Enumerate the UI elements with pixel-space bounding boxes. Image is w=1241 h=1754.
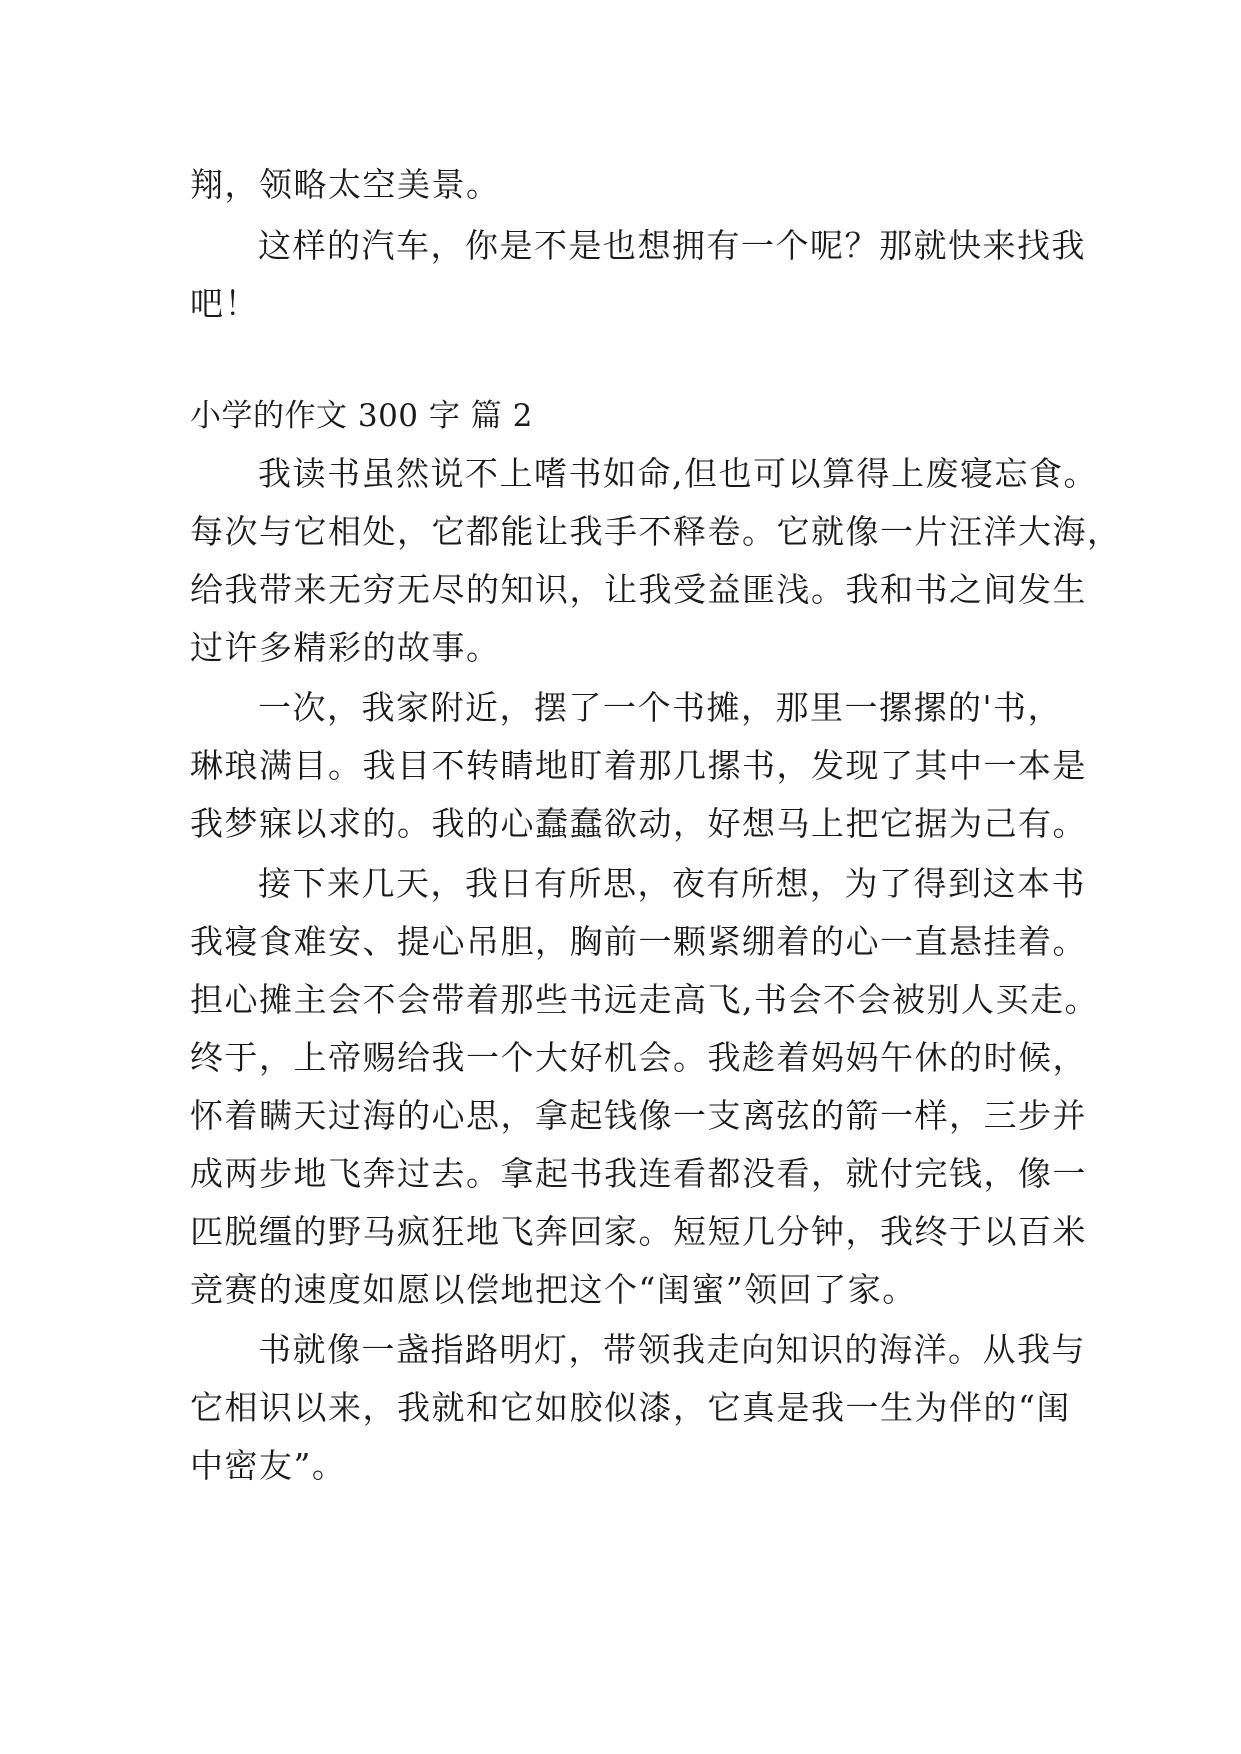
paragraph-line: 翔，领略太空美景。 — [190, 165, 501, 204]
paragraph-line: 每次与它相处，它都能让我手不释卷。它就像一片汪洋大海， — [190, 512, 1122, 551]
paragraph-line: 一次，我家附近，摆了一个书摊，那里一摞摞的'书， — [258, 688, 1063, 727]
paragraph-line: 成两步地飞奔过去。拿起书我连看都没看，就付完钱，像一 — [190, 1154, 1087, 1193]
paragraph-line: 吧！ — [190, 284, 259, 323]
section-heading: 小学的作文 300 字 篇 2 — [190, 398, 533, 434]
paragraph-line: 我读书虽然说不上嗜书如命,但也可以算得上废寝忘食。 — [258, 454, 1098, 493]
paragraph-line: 中密友”。 — [190, 1446, 347, 1485]
paragraph-line: 它相识以来，我就和它如胶似漆，它真是我一生为伴的“闺 — [190, 1388, 1071, 1427]
paragraph-line: 怀着瞒天过海的心思，拿起钱像一支离弦的箭一样，三步并 — [190, 1096, 1087, 1135]
paragraph-line: 我寝食难安、提心吊胆，胸前一颗紧绷着的心一直悬挂着。 — [190, 922, 1087, 961]
paragraph-line: 过许多精彩的故事。 — [190, 628, 501, 667]
paragraph-line: 接下来几天，我日有所思，夜有所想，为了得到这本书 — [258, 864, 1086, 903]
paragraph-line: 琳琅满目。我目不转睛地盯着那几摞书，发现了其中一本是 — [190, 746, 1087, 785]
paragraph-line: 竞赛的速度如愿以偿地把这个“闺蜜”领回了家。 — [190, 1270, 917, 1309]
paragraph-line: 这样的汽车，你是不是也想拥有一个呢？那就快来找我 — [258, 226, 1086, 265]
paragraph-line: 给我带来无穷无尽的知识，让我受益匪浅。我和书之间发生 — [190, 570, 1087, 609]
paragraph-line: 书就像一盏指路明灯，带领我走向知识的海洋。从我与 — [258, 1330, 1086, 1369]
paragraph-line: 匹脱缰的野马疯狂地飞奔回家。短短几分钟，我终于以百米 — [190, 1212, 1087, 1251]
paragraph-line: 我梦寐以求的。我的心蠢蠢欲动，好想马上把它据为己有。 — [190, 804, 1087, 843]
paragraph-line: 担心摊主会不会带着那些书远走高飞,书会不会被别人买走。 — [190, 980, 1099, 1019]
paragraph-line: 终于，上帝赐给我一个大好机会。我趁着妈妈午休的时候， — [190, 1038, 1087, 1077]
